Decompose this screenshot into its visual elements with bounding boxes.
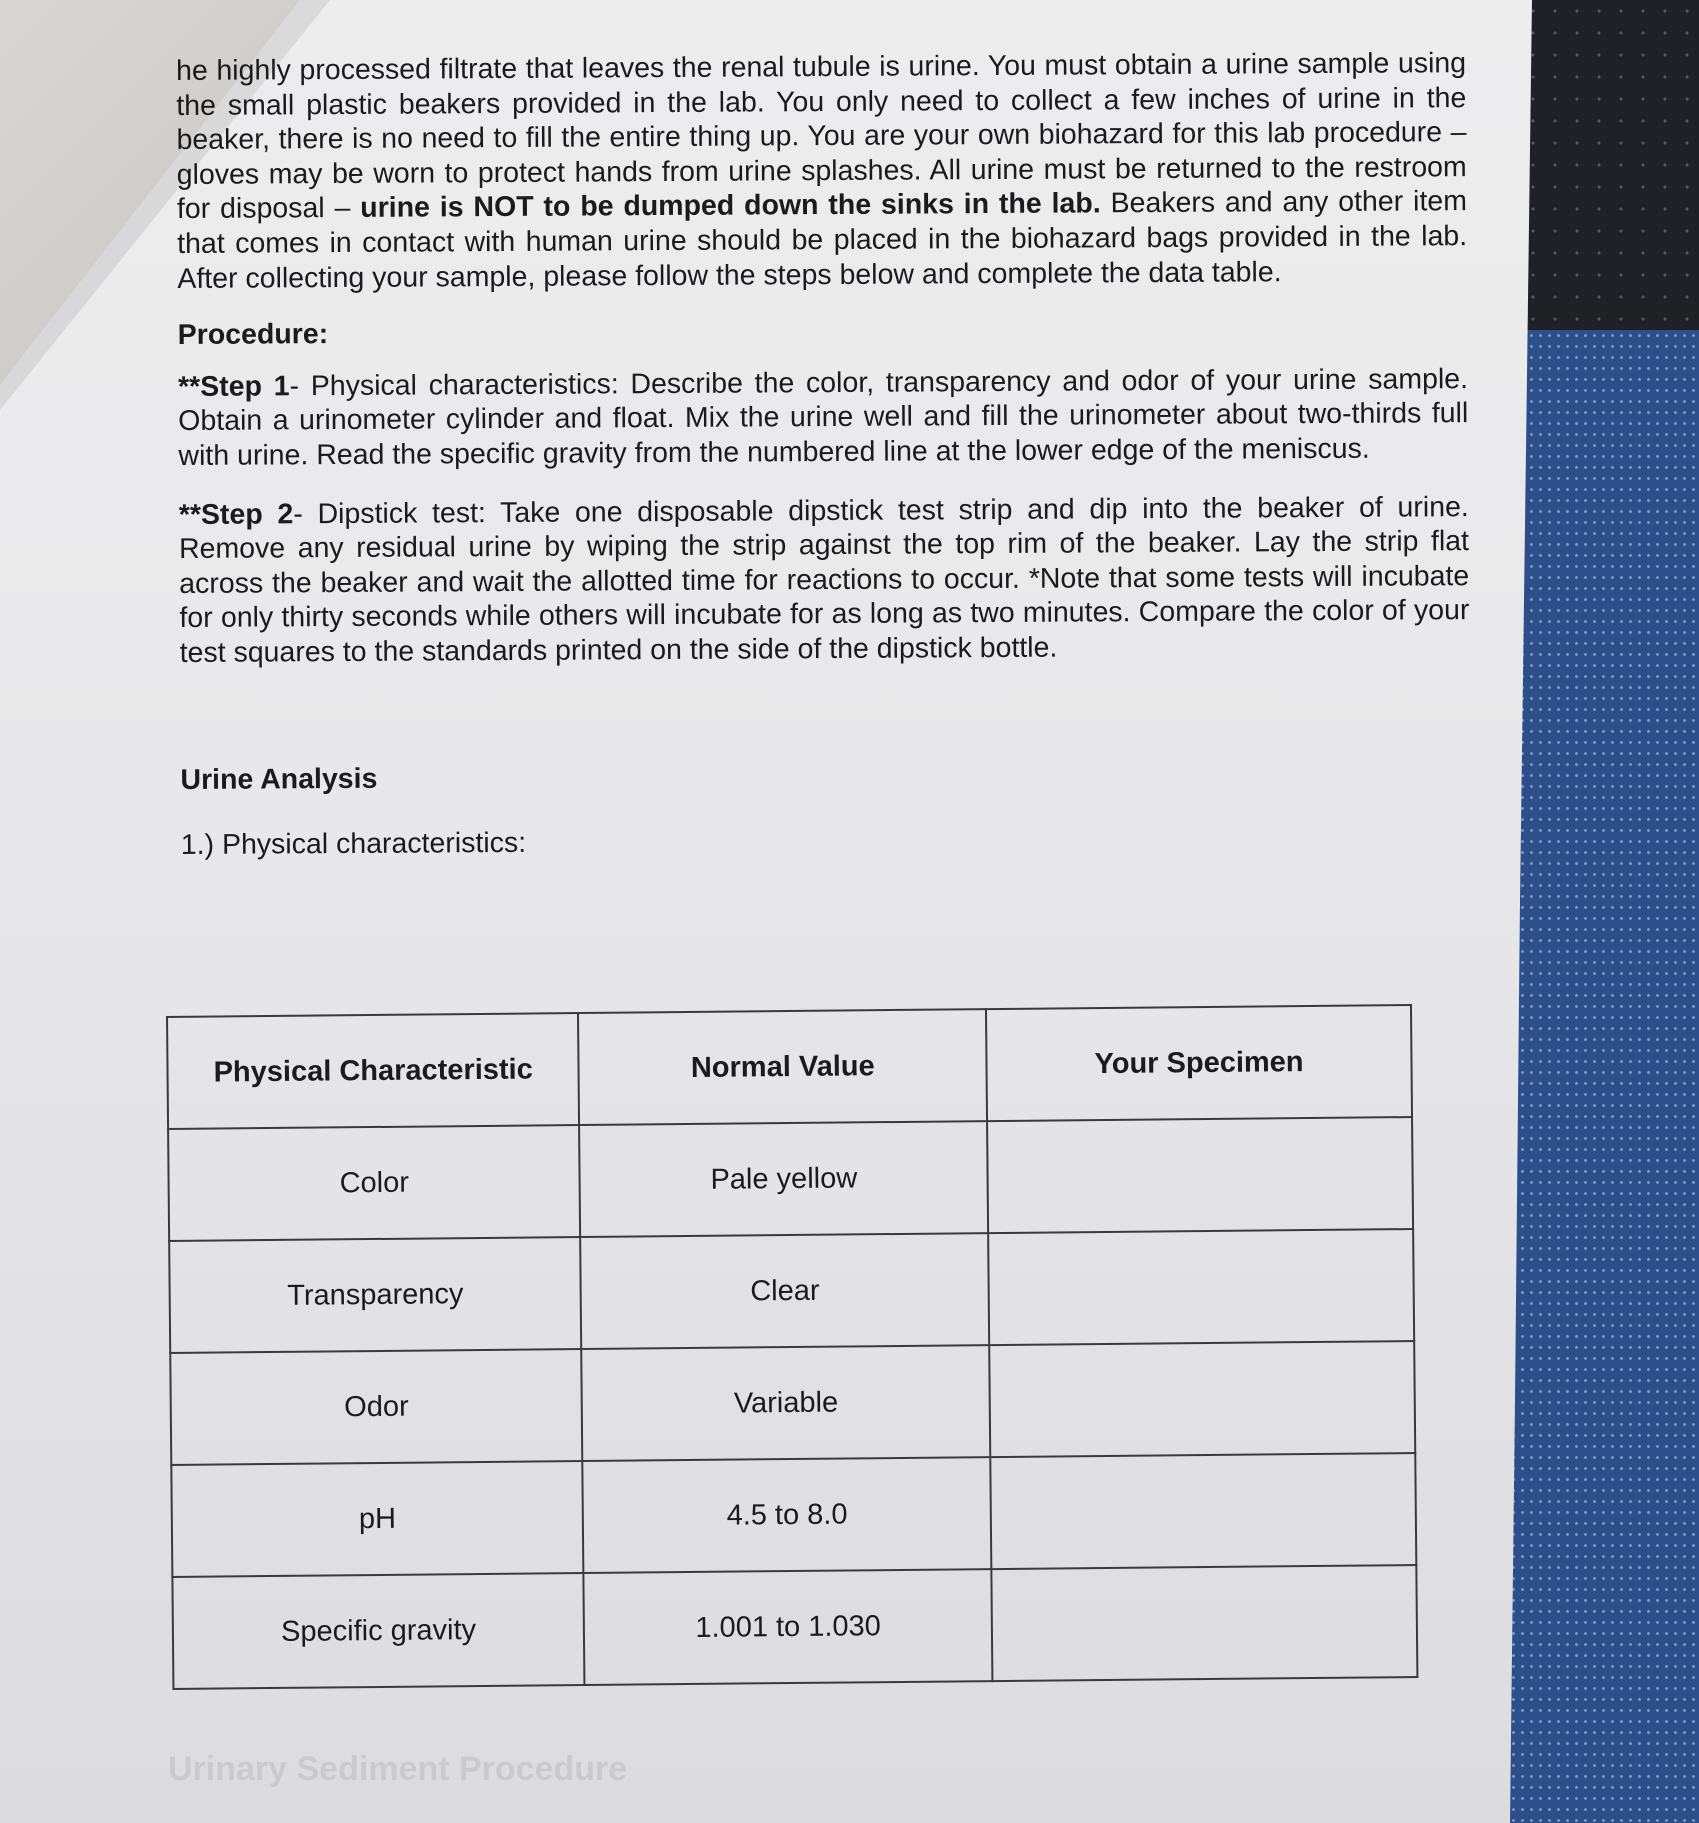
cell-specimen-input[interactable] <box>988 1229 1414 1345</box>
step-2-text: - Dipstick test: Take one disposable dipstick test strip and dip into the beaker of urine. Remove any residual urine by wiping the strip against the top rim of the beaker. Lay the strip flat across the beaker and wait the allotted time for reactions to occur. *Note that some tests will incubate for only thirty seconds while others will incubate for as long as two minutes. Compare the color of your test squares to the standards printed on the side of the dipstick bottle. <box>178 490 1470 669</box>
step-1-paragraph <box>178 362 1469 474</box>
physical-characteristics-subtitle: 1.) Physical characteristics: <box>180 826 527 862</box>
table-header-row <box>167 1005 1412 1129</box>
procedure-heading: Procedure: <box>177 318 329 352</box>
cell-normal-value: Variable <box>582 1345 991 1461</box>
header-physical-characteristic: Physical Characteristic <box>167 1013 579 1129</box>
cell-characteristic: pH <box>171 1461 583 1577</box>
cell-normal-value: 1.001 to 1.030 <box>584 1569 993 1685</box>
intro-paragraph <box>176 46 1467 296</box>
cell-characteristic: Odor <box>170 1349 582 1465</box>
intro-text-bold: urine is NOT to be dumped down the sinks in the lab. <box>360 187 1101 225</box>
header-your-specimen: Your Specimen <box>986 1005 1412 1121</box>
step-2-paragraph <box>179 490 1470 671</box>
cell-specimen-input[interactable] <box>990 1453 1416 1569</box>
cell-specimen-input[interactable] <box>992 1565 1418 1681</box>
cell-specimen-input[interactable] <box>989 1341 1415 1457</box>
table-row <box>170 1341 1415 1465</box>
document-body <box>176 46 1471 863</box>
cell-characteristic: Color <box>168 1125 580 1241</box>
step-1-label: **Step 1 <box>177 370 290 403</box>
table-row <box>168 1117 1413 1241</box>
background-blue-fabric <box>1500 330 1699 1823</box>
table-row <box>172 1565 1417 1689</box>
table-row <box>171 1453 1416 1577</box>
cell-normal-value: Clear <box>580 1233 989 1349</box>
physical-characteristics-table <box>166 1004 1418 1690</box>
cell-characteristic: Specific gravity <box>172 1573 584 1689</box>
cell-specimen-input[interactable] <box>987 1117 1413 1233</box>
urine-analysis-title: Urine Analysis <box>180 762 378 796</box>
cell-normal-value: Pale yellow <box>579 1121 988 1237</box>
step-1-text: - Physical characteristics: Describe the color, transparency and odor of your urine sample. Obtain a urinometer cylinder and float. Mix the urine well and fill the urinometer about two-thirds full with urine. Read the specific gravity from the numbered line at the lower edge of the meniscus. <box>178 362 1469 472</box>
table-row <box>169 1229 1414 1353</box>
cell-normal-value: 4.5 to 8.0 <box>583 1457 992 1573</box>
cell-characteristic: Transparency <box>169 1237 581 1353</box>
step-2-label: **Step 2 <box>178 497 294 531</box>
bleed-through-footer-text: Urinary Sediment Procedure <box>168 1750 628 1788</box>
header-normal-value: Normal Value <box>578 1009 987 1125</box>
intro-text-end: Beakers and any other item that comes in contact with human urine should be placed in the biohazard bags provided in the lab. After collecting your sample, please follow the steps below and complete the data table. <box>177 185 1468 295</box>
intro-text-start: he highly processed filtrate that leaves the renal tubule is urine. You must obtain a urine sample using the small plastic beakers provided in the lab. You only need to collect a few inches of urine in the beaker, there is no need to fill the entire thing up. You are your own biohazard for this lab procedure – gloves may be worn to protect hands from urine splashes. All urine must be returned to the restroom for disposal – <box>176 47 1467 226</box>
